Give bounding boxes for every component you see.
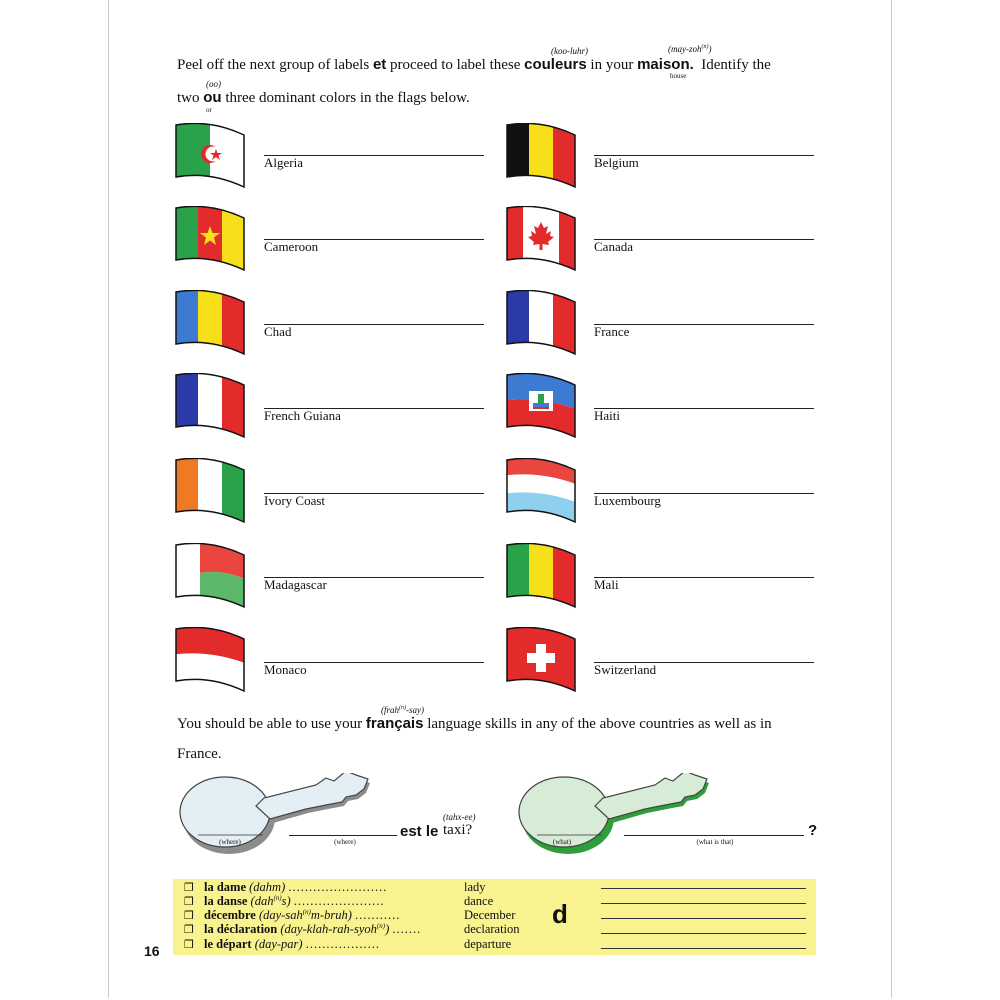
vocab-write-line[interactable] [601, 933, 806, 934]
closing-line-1 [177, 715, 772, 733]
section-letter: d [552, 899, 568, 929]
country-label-haiti: Haiti [594, 408, 620, 423]
word-et: et [372, 56, 387, 73]
french-guiana-flag [174, 373, 246, 439]
checkbox-icon[interactable]: ❒ [184, 895, 194, 909]
country-label-monaco: Monaco [264, 662, 307, 677]
vocab-translation: December [464, 908, 516, 922]
checkbox-icon[interactable]: ❒ [184, 938, 194, 952]
country-label-algeria: Algeria [264, 155, 303, 170]
switzerland-flag [505, 627, 577, 693]
country-label-switzerland: Switzerland [594, 662, 657, 677]
france-flag [505, 290, 577, 356]
vocab-row: ❒ la danse (dah$^{(n)}$s) ...................... [184, 894, 385, 909]
blank-what-is-that-line[interactable] [624, 835, 804, 836]
pronunciation-maison: (may-zoh$^{(n)}$) [668, 44, 712, 54]
vocab-translation: departure [464, 937, 512, 951]
write-line[interactable] [594, 408, 814, 409]
intro-text: two [177, 90, 200, 106]
pronunciation-ou: (oo) [206, 79, 221, 89]
label-where: (where) [219, 838, 241, 846]
vocab-row: ❒ la dame (dahm) ........................ [184, 880, 388, 895]
country-label-madagascar: Madagascar [264, 577, 327, 592]
intro-text: Peel off the next group of labels [177, 57, 370, 73]
checkbox-icon[interactable]: ❒ [184, 923, 194, 937]
country-label-canada: Canada [594, 239, 633, 254]
mali-flag [505, 543, 577, 609]
monaco-flag [174, 627, 246, 693]
country-label-belgium: Belgium [594, 155, 639, 170]
pronunciation-taxi: (tahx-ee) [443, 812, 476, 822]
luxembourg-flag [505, 458, 577, 524]
blank-where-line[interactable] [289, 835, 397, 836]
country-label-ivory-coast: Ivory Coast [264, 493, 326, 508]
vocab-write-line[interactable] [601, 888, 806, 889]
intro-line-2 [177, 89, 470, 107]
pronunciation-couleurs: (koo-luhr) [551, 46, 588, 56]
country-label-mali: Mali [594, 577, 619, 592]
vocab-write-line[interactable] [601, 903, 806, 904]
belgium-flag [505, 123, 577, 189]
question-mark: ? [808, 822, 818, 839]
vocab-translation: declaration [464, 922, 520, 936]
word-francais: français [365, 715, 424, 732]
country-label-chad: Chad [264, 324, 292, 339]
closing-text: You should be able to use your [177, 716, 363, 732]
gloss-or: or [206, 106, 212, 114]
intro-text: Identify the [701, 57, 771, 73]
ivory-coast-flag [174, 458, 246, 524]
country-label-france: France [594, 324, 630, 339]
closing-line-2: France. [177, 746, 222, 762]
label-where: (where) [334, 838, 356, 846]
closing-text: language skills in any of the above countries as well as in [427, 716, 772, 732]
vocab-translation: lady [464, 880, 486, 894]
cameroon-flag [174, 206, 246, 272]
gloss-house: house [670, 72, 687, 80]
checkbox-icon[interactable]: ❒ [184, 881, 194, 895]
page-number: 16 [144, 943, 160, 959]
canada-flag [505, 206, 577, 272]
vocab-row: ❒ décembre (day-sah$^{(n)}$m-bruh) ........... [184, 908, 401, 923]
country-label-luxembourg: Luxembourg [594, 493, 661, 508]
word-taxi: taxi? [443, 822, 473, 838]
vocab-translation: dance [464, 894, 494, 908]
vocab-write-line[interactable] [601, 948, 806, 949]
word-ou: ou [203, 89, 222, 106]
intro-text: three dominant colors in the flags below. [225, 90, 470, 106]
phrase-est-le: est le [400, 823, 439, 840]
intro-text: in your [590, 57, 634, 73]
write-line[interactable] [594, 577, 814, 578]
pronunciation-francais: (frah$^{(n)}$-say) [381, 705, 424, 715]
algeria-flag [174, 123, 246, 189]
country-label-french-guiana: French Guiana [264, 408, 341, 423]
word-couleurs: couleurs [524, 56, 587, 73]
haiti-flag [505, 373, 577, 439]
label-what-is-that: (what is that) [696, 838, 734, 846]
vocab-row: ❒ le départ (day-par) .................. [184, 937, 380, 952]
chad-flag [174, 290, 246, 356]
vocab-row: ❒ la déclaration (day-klah-rah-syoh$^{(n)}$) ....... [184, 922, 422, 937]
intro-text: proceed to label these [390, 57, 521, 73]
write-line[interactable] [264, 324, 484, 325]
country-label-cameroon: Cameroon [264, 239, 319, 254]
vocab-write-line[interactable] [601, 918, 806, 919]
word-maison: maison. [637, 56, 694, 73]
checkbox-icon[interactable]: ❒ [184, 909, 194, 923]
madagascar-flag [174, 543, 246, 609]
label-what: (what) [552, 838, 572, 846]
